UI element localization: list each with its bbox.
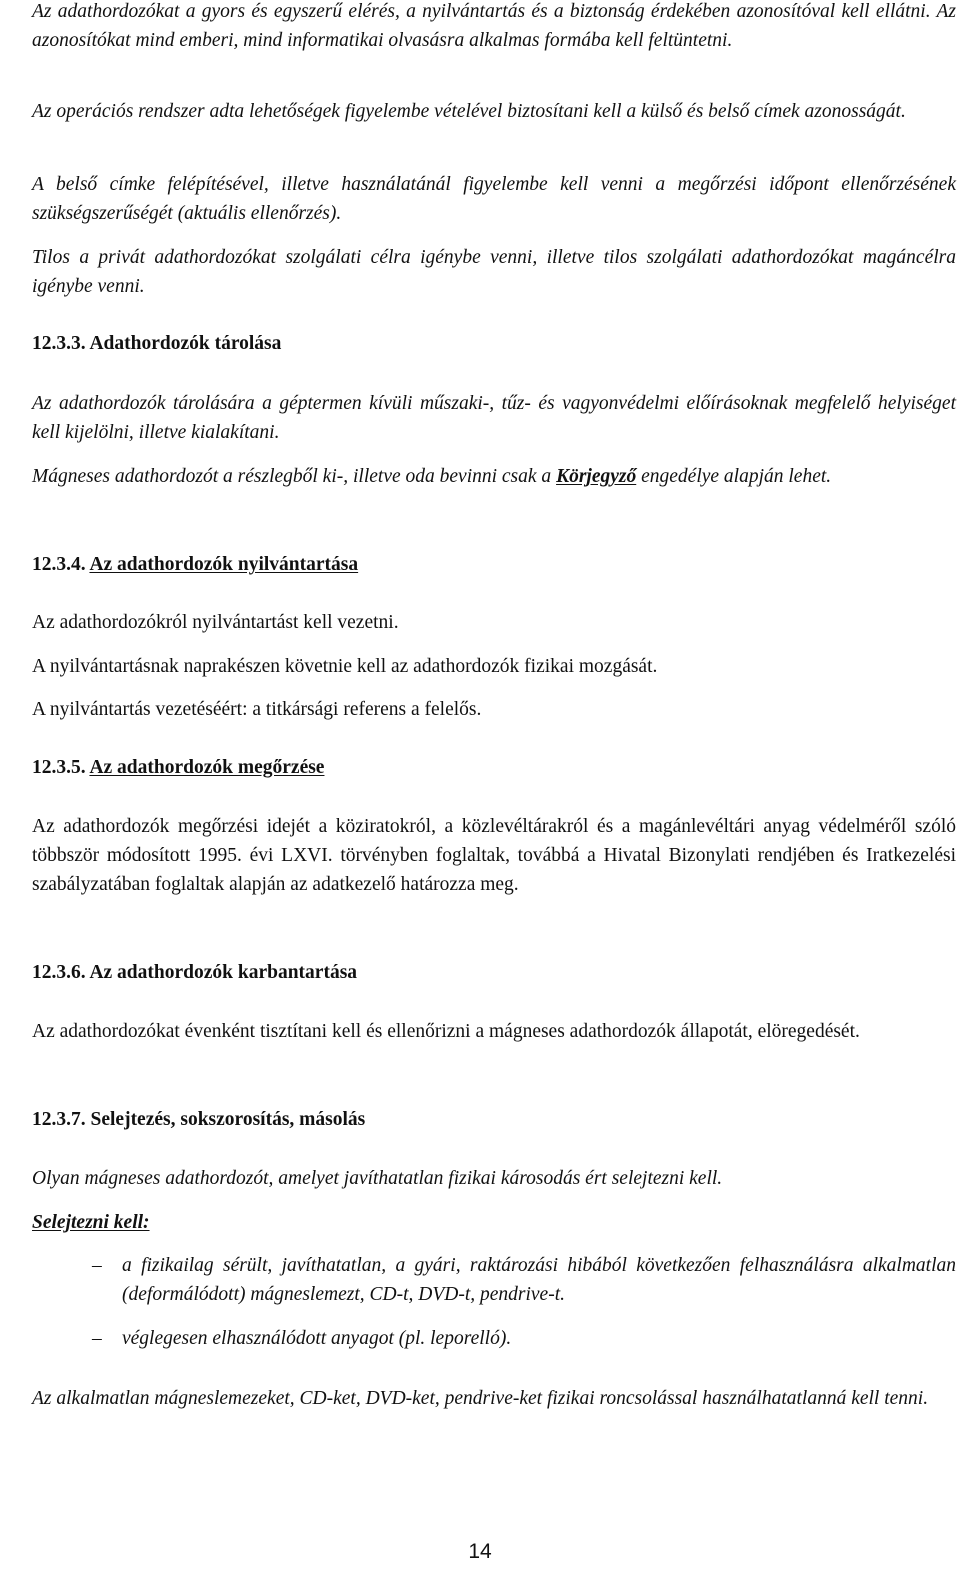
list-item [32, 1324, 956, 1353]
section-number: 12.3.7. [32, 1109, 86, 1130]
paragraph [32, 462, 956, 491]
section-title: Az adathordozók nyilvántartása [89, 554, 359, 575]
paragraph: A nyilvántartásnak naprakészen követnie kell az adathordozók fizikai mozgását. [32, 656, 658, 677]
section-number: 12.3.4. [32, 554, 86, 575]
section-heading-12-3-5 [32, 753, 324, 782]
section-number: 12.3.3. [32, 333, 86, 354]
section-title: Az adathordozók karbantartása [89, 962, 358, 983]
section-heading-12-3-3 [32, 329, 281, 358]
paragraph: Az alkalmatlan mágneslemezeket, CD-ket, DVD-ket, pendrive-ket fizikai roncsolással használhatatlanná kell tenni. [32, 1388, 929, 1409]
paragraph: Az adathordozókat évenként tisztítani kell és ellenőrizni a mágneses adathordozók állapotát, elöregedését. [32, 1021, 860, 1042]
paragraph: Tilos a privát adathordozókat szolgálati célra igénybe venni, illetve tilos szolgálati adathordozókat magáncélra igénybe venni. [32, 247, 956, 297]
list-item-text: a fizikailag sérült, javíthatatlan, a gyári, raktározási hibából következően felhasználásra alkalmatlan (deformálódott) mágneslemezt, CD-t, DVD-t, pendrive-t. [122, 1255, 956, 1305]
section-number: 12.3.5. [32, 757, 86, 778]
paragraph: Az adathordozókat a gyors és egyszerű elérés, a nyilvántartás és a biztonság érdekében azonosítóval kell ellátni. Az azonosítókat mind emberi, mind informatikai olvasásra alkalmas formába kell feltüntetni. [32, 1, 956, 51]
section-title: Adathordozók tárolása [89, 333, 282, 354]
section-title: Selejtezés, sokszorosítás, másolás [90, 1109, 366, 1130]
paragraph: A belső címke felépítésével, illetve használatánál figyelembe kell venni a megőrzési időpont ellenőrzésének szükségszerűségét (aktuális ellenőrzés). [32, 174, 956, 224]
list-item [32, 1251, 956, 1309]
paragraph: Az operációs rendszer adta lehetőségek figyelembe vételével biztosítani kell a külső és belső címek azonosságát. [32, 101, 906, 122]
text-run: engedélye alapján lehet. [636, 466, 832, 487]
section-heading-12-3-7 [32, 1105, 365, 1134]
paragraph: Az adathordozók megőrzési idejét a köziratokról, a közlevéltárakról és a magánlevéltári anyag védelméről szóló többször módosított 1995. évi LXVI. törvényben foglaltak, továbbá a Hivatal Bizonylati rendjében és Iratkezelési szabályzatában foglaltak alapján az adatkezelő határozza meg. [32, 816, 956, 895]
bullet-list [32, 1251, 956, 1353]
paragraph: A nyilvántartás vezetéséért: a titkársági referens a felelős. [32, 699, 482, 720]
dash-bullet: – [92, 1255, 102, 1276]
paragraph: Az adathordozókról nyilvántartást kell vezetni. [32, 612, 399, 633]
paragraph: Az adathordozók tárolására a géptermen kívüli műszaki-, tűz- és vagyonvédelmi előírásoknak megfelelő helyiséget kell kijelölni, illetve kialakítani. [32, 393, 956, 443]
page-number: 14 [468, 1540, 492, 1563]
dash-bullet: – [92, 1328, 102, 1349]
section-heading-12-3-4 [32, 550, 358, 579]
paragraph: Olyan mágneses adathordozót, amelyet javíthatatlan fizikai károsodás ért selejtezni kell. [32, 1168, 723, 1189]
emphasis-korjegyzo: Körjegyző [556, 466, 637, 487]
section-number: 12.3.6. [32, 962, 86, 983]
list-label: Selejtezni kell: [32, 1212, 150, 1233]
list-item-text: véglegesen elhasználódott anyagot (pl. leporelló). [122, 1328, 512, 1349]
section-title: Az adathordozók megőrzése [89, 757, 325, 778]
section-heading-12-3-6 [32, 958, 357, 987]
text-run: Mágneses adathordozót a részlegből ki-, illetve oda bevinni csak a [32, 466, 557, 487]
